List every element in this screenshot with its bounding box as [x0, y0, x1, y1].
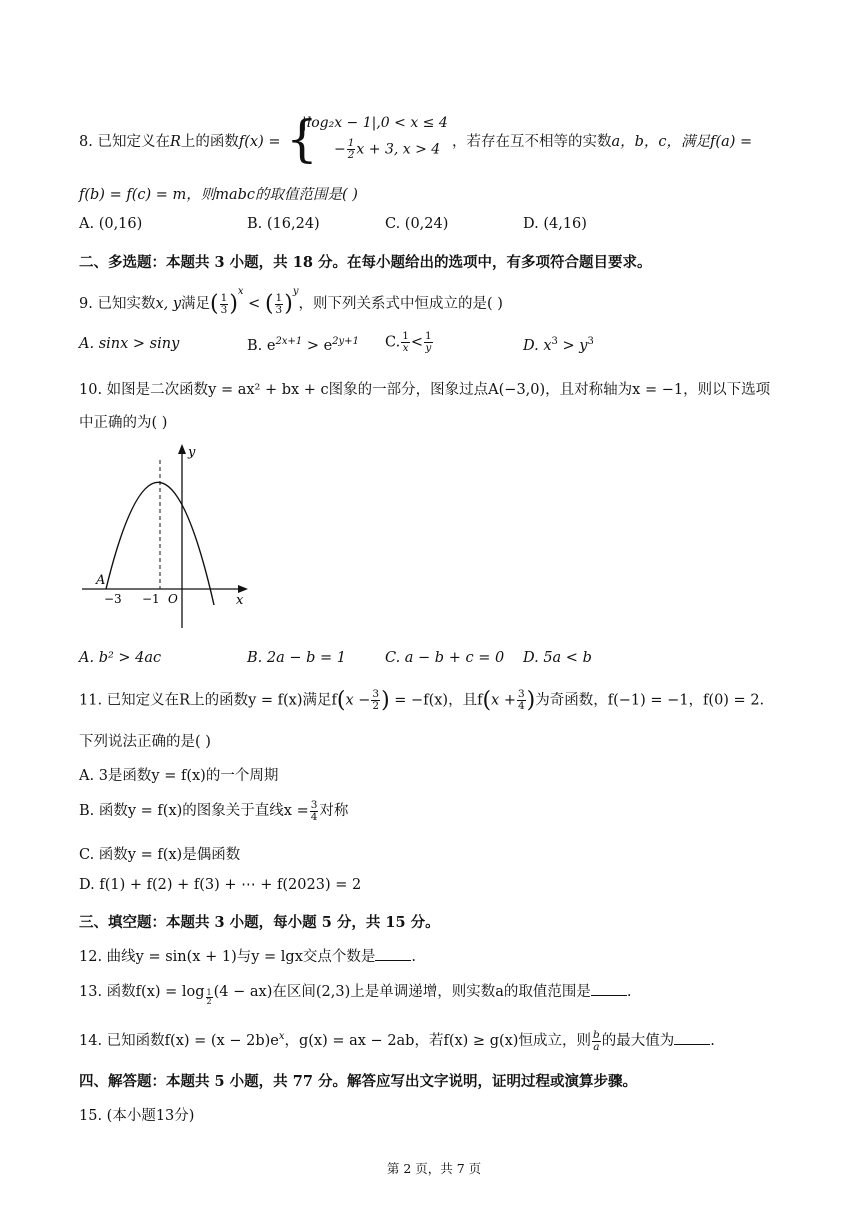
q8-line2: f(b) = f(c) = m，则mabc的取值范围是( )	[79, 187, 358, 203]
y-axis-arrow	[178, 444, 186, 454]
q9-optc-frac2	[424, 331, 433, 354]
q8-piece2-den: 2	[347, 149, 355, 161]
q8-brace: {	[286, 110, 318, 168]
q10-line1: 10. 如图是二次函数y = ax² + bx + c图象的一部分，图象过点A(−3,0)，且对称轴为x = −1，则以下选项	[79, 382, 771, 398]
q9-suffix: ，则下列关系式中恒成立的是( )	[298, 296, 503, 312]
q9-optb-pre: B. e	[247, 337, 276, 354]
q10-option-c: C. a − b + c = 0	[385, 650, 505, 666]
q13-post: (4 − ax)在区间(2,3)上是单调递增，则实数a的取值范围是	[213, 984, 591, 1000]
q14	[79, 1029, 715, 1053]
q9-vars: x, y	[155, 296, 182, 312]
q8-option-b: B. (16,24)	[247, 216, 320, 232]
q9-frac2	[275, 293, 284, 316]
q8-option-d: D. (4,16)	[523, 216, 587, 232]
q9-optd-pre: D. x	[523, 337, 552, 354]
q13-end: .	[626, 984, 632, 1000]
q10-parabola-graph	[78, 440, 258, 635]
q8-piece2-sign: −	[334, 141, 346, 158]
q11-option-d: D. f(1) + f(2) + f(3) + ⋯ + f(2023) = 2	[79, 877, 362, 893]
q11-n1: 3	[372, 688, 380, 700]
q9-optc-d1: x	[402, 342, 409, 354]
q11-d2: 4	[517, 700, 525, 712]
q9-num1: 1	[220, 291, 228, 304]
q11-optb-n: 3	[310, 798, 318, 811]
q14-answer-blank	[674, 1030, 710, 1045]
q14-post: 的最大值为	[601, 1033, 675, 1049]
q9-option-a: A. sinx > siny	[79, 336, 180, 352]
q9-optb-exp2: 2y+1	[332, 336, 359, 347]
q9-optd-e2: 3	[587, 336, 594, 347]
q11-option-c: C. 函数y = f(x)是偶函数	[79, 847, 241, 863]
q9-optb-mid: > e	[302, 337, 333, 354]
q11-part-e: 为奇函数，f(−1) = −1，f(0) = 2.	[535, 692, 765, 709]
q8-text-a: 已知定义在	[97, 134, 170, 150]
q9-stem: 9. 已知实数x, y满足( $\frac{1}{3}$ )$^x$ < ( $\frac{1}{3}$ )$^y$，则下列关系式中恒成立的是( )	[79, 286, 503, 317]
q9-option-d	[523, 336, 594, 354]
q9-num2: 1	[275, 291, 283, 304]
section3-heading: 三、填空题：本题共 3 小题，每小题 5 分，共 15 分。	[79, 914, 440, 931]
q14-exp: x	[278, 1031, 285, 1043]
q12-end: .	[411, 949, 416, 965]
page-footer: 第 2 页，共 7 页	[386, 1161, 482, 1176]
q14-n: b	[592, 1028, 600, 1041]
q8-line1	[79, 130, 281, 151]
q8-number: 8.	[79, 134, 93, 150]
q9-optc-lt: <	[410, 334, 424, 351]
q14-pre: 14. 已知函数f(x) = (x − 2b)e	[79, 1033, 279, 1049]
q13-sub-n: 1	[206, 988, 212, 997]
q11-line1: 11. 已知定义在R上的函数y = f(x)满足f(x − $\frac{3}{2}$ ) = −f(x)，且f(x + $\frac{3}{4}$ )为奇函数，f(−1) = −1，f(0) = 2.	[79, 688, 765, 713]
graph-label-neg1: −1	[142, 592, 160, 606]
q9-optc-pre: C.	[385, 334, 401, 351]
q10-option-d: D. 5a < b	[523, 650, 592, 666]
q9-lt: <	[248, 296, 261, 312]
q11-part-d: x +	[491, 692, 516, 709]
q9-prefix: 9. 已知实数	[79, 296, 156, 312]
q9-den1: 3	[220, 303, 228, 316]
q13-log-base	[206, 989, 213, 1006]
q10-line2: 中正确的为( )	[79, 415, 168, 431]
q8-option-a: A. (0,16)	[79, 216, 143, 232]
q11-optb-pre: B. 函数y = f(x)的图象关于直线x =	[79, 803, 309, 819]
q15-heading: 15. (本小题13分)	[79, 1108, 195, 1124]
q9-exp2: y	[292, 286, 299, 297]
q9-den2: 3	[275, 303, 283, 316]
q14-mid: ，g(x) = ax − 2ab，若f(x) ≥ g(x)恒成立，则	[284, 1033, 591, 1049]
q9-optd-mid: > y	[557, 337, 588, 354]
graph-label-origin: O	[168, 592, 178, 606]
q8-piece2-frac	[347, 138, 356, 161]
q9-mid: 满足	[181, 296, 211, 312]
q9-frac1	[220, 293, 229, 316]
q11-part-a: 11. 已知定义在R上的函数y = f(x)满足f	[79, 692, 337, 709]
q8-piece2-num: 1	[347, 137, 355, 149]
graph-label-a: A	[96, 573, 106, 588]
q14-d: a	[593, 1040, 600, 1053]
q12-answer-blank	[375, 946, 411, 961]
q8-piece2	[334, 138, 440, 161]
q10-option-b: B. 2a − b = 1	[247, 650, 346, 666]
q11-part-c: = −f(x)，且f	[394, 692, 483, 709]
q8-set-r: R	[169, 134, 181, 150]
q9-optc-n1: 1	[402, 330, 409, 342]
q9-optc-d2: y	[425, 342, 432, 354]
graph-label-y: y	[188, 445, 196, 460]
q9-option-c	[385, 331, 434, 354]
section4-heading: 四、解答题：本题共 5 小题，共 77 分。解答应写出文字说明，证明过程或演算步骤。	[79, 1073, 637, 1090]
q9-optd-e1: 3	[551, 336, 558, 347]
q13-pre: 13. 函数f(x) = log	[79, 984, 205, 1000]
q11-frac1	[371, 689, 380, 712]
q8-option-c: C. (0,24)	[385, 216, 449, 232]
q14-end: .	[710, 1033, 715, 1049]
q11-line2: 下列说法正确的是( )	[79, 734, 211, 750]
q13-answer-blank	[591, 981, 627, 996]
q11-optb-post: 对称	[319, 803, 349, 819]
q8-text-c: ，若存在互不相等的实数	[452, 134, 612, 150]
q8-piece2-rest: x + 3, x > 4	[356, 141, 441, 158]
q8-text-b: 上的函数	[180, 134, 239, 150]
q13	[79, 980, 632, 1006]
q12	[79, 945, 416, 966]
q8-piece1: |log₂x − 1|,0 < x ≤ 4	[302, 115, 448, 131]
q9-exp1: x	[237, 286, 244, 297]
q11-d1: 2	[372, 700, 380, 712]
q11-optb-d: 4	[310, 810, 318, 823]
q9-optb-exp1: 2x+1	[275, 336, 303, 347]
q9-optc-n2: 1	[425, 330, 432, 342]
graph-label-x: x	[236, 593, 244, 608]
q11-n2: 3	[517, 688, 525, 700]
q14-frac	[592, 1030, 601, 1053]
q11-optb-frac	[310, 800, 319, 823]
q11-option-b	[79, 799, 348, 823]
x-axis-arrow	[238, 585, 248, 593]
q13-sub-d: 2	[206, 997, 212, 1006]
q10-option-a: A. b² > 4ac	[79, 650, 162, 666]
q12-text: 12. 曲线y = sin(x + 1)与y = lgx交点个数是	[79, 949, 376, 965]
q8-line1-tail	[452, 130, 752, 151]
q11-frac2	[517, 689, 526, 712]
q11-option-a: A. 3是函数y = f(x)的一个周期	[79, 768, 279, 784]
graph-label-neg3: −3	[104, 592, 122, 606]
q11-part-b: x −	[345, 692, 371, 709]
q9-optc-frac1	[401, 331, 410, 354]
q9-option-b	[247, 336, 359, 354]
q8-text-d: a，b，c，满足f(a) =	[611, 134, 753, 150]
section2-heading: 二、多选题：本题共 3 小题，共 18 分。在每小题给出的选项中，有多项符合题目要求。	[79, 254, 652, 271]
q8-fx: f(x) =	[238, 134, 281, 150]
